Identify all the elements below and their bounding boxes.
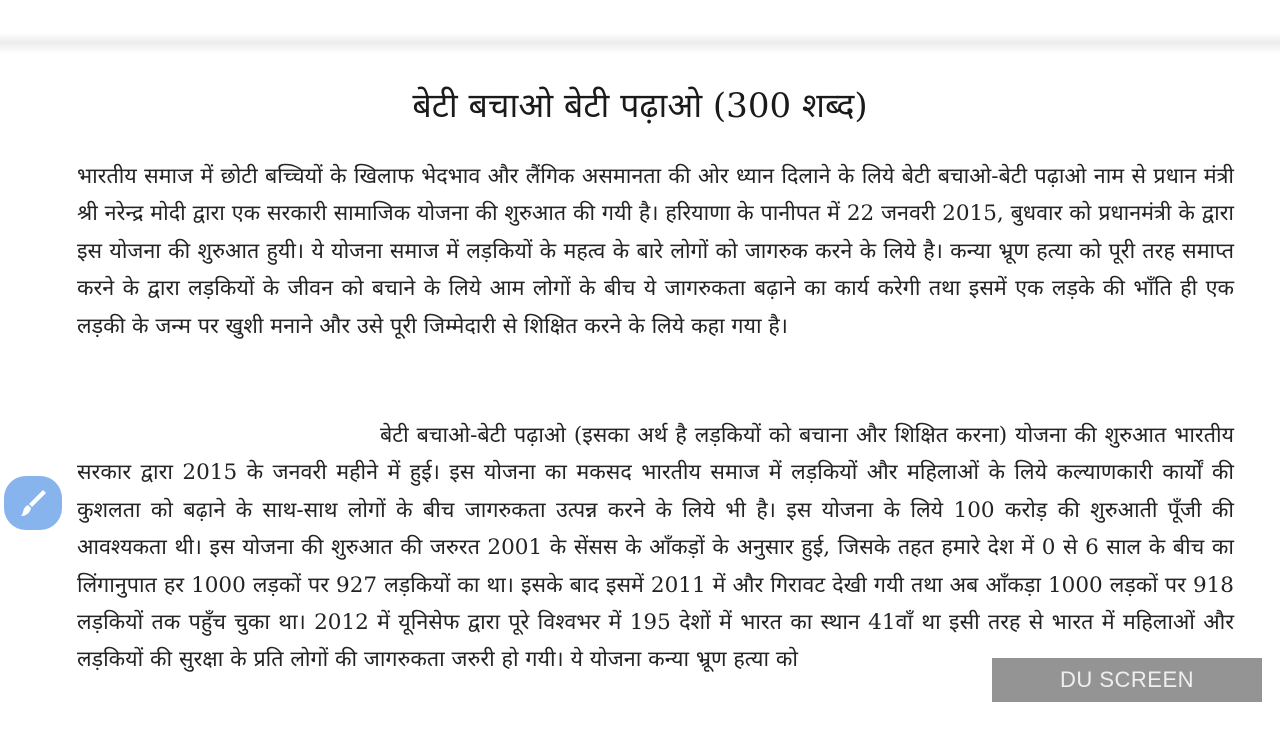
screen-recorder-watermark: DU SCREEN RECORDER <box>992 658 1262 702</box>
paragraph-2: बेटी बचाओ-बेटी पढ़ाओ (इसका अर्थ है लड़कियों को बचाना और शिक्षित करना) योजना की शुरुआत भारतीय सरकार द्वारा 2015 के जनवरी महीने में हुई। इस योजना का मकसद भारतीय समाज में लड़कियों और महिलाओं के लिये कल्याणकारी कार्यों की कुशलता को बढ़ाने के साथ-साथ लोगों के बीच जागरुकता उत्पन्न करने के लिये भी है। इस योजना के लिये 100 करोड़ की शुरुआती पूँजी की आवश्यकता थी। इस योजना की शुरुआत की जरुरत 2001 के सेंसस के आँकड़ों के अनुसार हुई, जिसके तहत हमारे देश में 0 से 6 साल के बीच का लिंगानुपात हर 1000 लड़कों पर 927 लड़कियों का था। इसके बाद इसमें 2011 में और गिरावट देखी गयी तथा अब आँकड़ा 1000 लड़कों पर 918 लड़कियों तक पहुँच चुका था। 2012 में यूनिसेफ द्वारा पूरे विश्वभर में 195 देशों में भारत का स्थान 41वाँ था इसी तरह से भारत में महिलाओं और लड़कियों की सुरक्षा के प्रति लोगों की जागरुकता जरुरी हो गयी। ये योजना कन्या भ्रूण हत्या को <box>77 423 1235 673</box>
top-toolbar-shadow <box>0 0 1280 54</box>
page-title: बेटी बचाओ बेटी पढ़ाओ (300 शब्द) <box>412 86 868 126</box>
brush-icon <box>16 486 50 520</box>
floating-edit-button[interactable] <box>4 476 62 530</box>
paragraph-1: भारतीय समाज में छोटी बच्चियों के खिलाफ भेदभाव और लैंगिक असमानता की ओर ध्यान दिलाने के लिये बेटी बचाओ-बेटी पढ़ाओ नाम से प्रधान मंत्री श्री नरेन्द्र मोदी द्वारा एक सरकारी सामाजिक योजना की शुरुआत की गयी है। हरियाणा के पानीपत में 22 जनवरी 2015, बुधवार को प्रधानमंत्री के द्वारा इस योजना की शुरुआत हुयी। ये योजना समाज में लड़कियों के महत्व के बारे लोगों को जागरुक करने के लिये है। कन्या भ्रूण हत्या को पूरी तरह समाप्त करने के द्वारा लड़कियों के जीवन को बचाने के लिये आम लोगों के बीच ये जागरुकता बढ़ाने का कार्य करेगी तथा इसमें एक लड़के की भाँति ही एक लड़की के जन्म पर खुशी मनाने और उसे पूरी जिम्मेदारी से शिक्षित करने के लिये कहा गया है। <box>77 164 1234 339</box>
